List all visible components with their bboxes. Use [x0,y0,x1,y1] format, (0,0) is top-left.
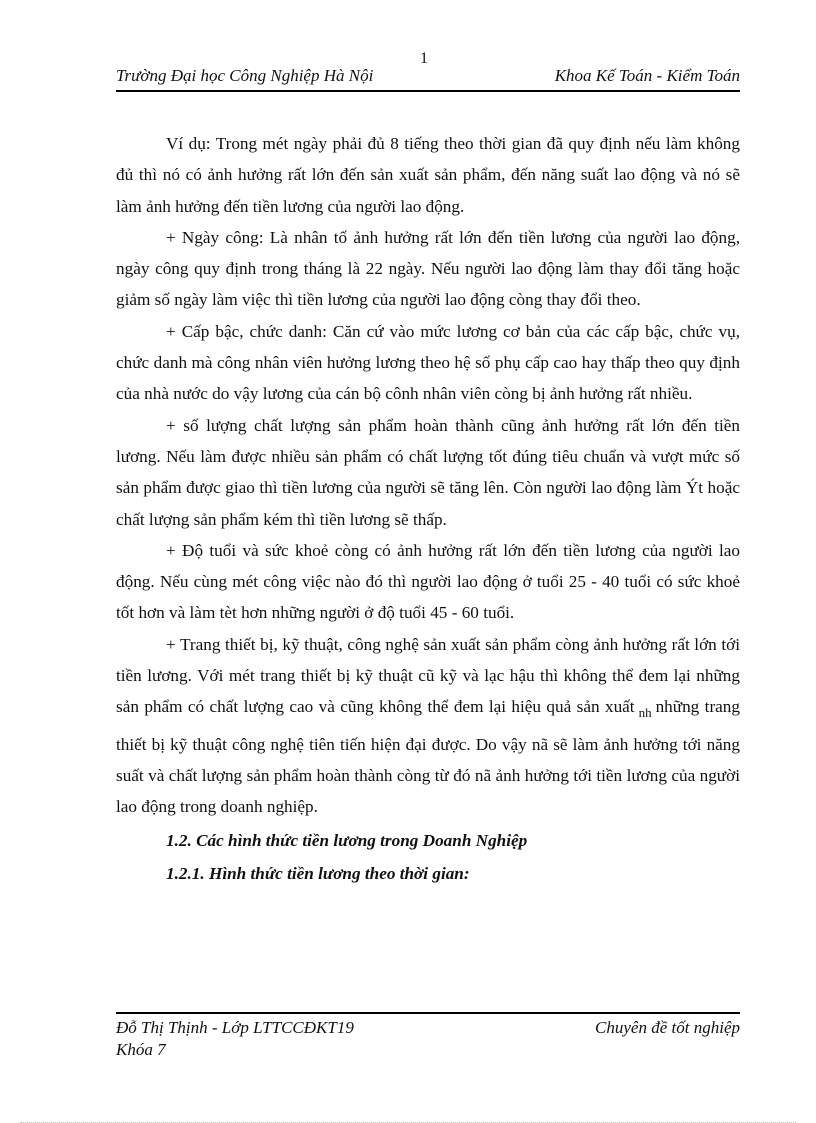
paragraph: Ví dụ: Trong mét ngày phải đủ 8 tiếng theo thời gian đã quy định nếu làm không đủ thì nó có ảnh hưởng rất lớn đến sản xuất sản phẩm, đến năng suất lao động và nó sẽ làm ảnh hưởng đến tiền lương của người lao động. [116,134,740,216]
header-faculty: Khoa Kế Toán - Kiểm Toán [554,66,740,85]
section-heading: 1.2. Các hình thức tiền lương trong Doanh Nghiệp [166,830,528,850]
subscript-fragment: nh [638,705,652,721]
paragraph-part: + Trang thiết bị, kỹ thuật, công nghệ sản xuất sản phẩm còng ảnh hưởng rất lớn tới tiền lương. Với mét trang thiết bị kỹ thuật cũ kỹ và lạc hậu thì không thể đem lại những sản phẩm có chất lượng cao và cũng không thể đem lại hiệu quả sản xuất [116,634,740,717]
paragraph: + số lượng chất lượng sản phẩm hoàn thành cũng ảnh hưởng rất lớn đến tiền lương. Nếu làm được nhiều sản phẩm có chất lượng tốt đúng tiêu chuẩn và vượt mức số sản phẩm được giao thì tiền lương của người sẽ tăng lên. Còn người lao động làm Ýt hoặc chất lượng sản phẩm kém thì tiền lương sẽ thấp. [116,415,740,529]
paragraph-part: những trang thiết bị kỹ thuật công nghệ tiên tiến hiện đại được. Do vậy nã sẽ làm ảnh hưởng tới năng suất và chất lượng sản phẩm hoàn thành còng từ đó nã ảnh hưởng tới tiền lương của người lao động trong doanh nghiệp. [116,697,740,817]
header-school: Trường Đại học Công Nghiệp Hà Nội [116,66,374,85]
page-number: 1 [420,50,428,67]
paragraph [116,629,740,823]
footer-course: Khóa 7 [116,1040,166,1059]
document-body [116,128,740,889]
page-header [116,64,740,92]
subsection-heading: 1.2.1. Hình thức tiền lương theo thời gian: [166,863,470,883]
footer-author: Đỗ Thị Thịnh - Lớp LTTCCĐKT19 [116,1018,354,1037]
page-footer [116,1012,740,1060]
paragraph: + Độ tuổi và sức khoẻ còng có ảnh hưởng rất lớn đến tiền lương của người lao động. Nếu cùng mét công việc nào đó thì người lao động ở tuổi 25 - 40 tuổi có sức khoẻ tốt hơn và làm tèt hơn những người ở độ tuổi 45 - 60 tuổi. [116,540,740,623]
footer-title: Chuyên đề tốt nghiệp [595,1018,740,1037]
paragraph: + Cấp bậc, chức danh: Căn cứ vào mức lương cơ bản của các cấp bậc, chức vụ, chức danh mà công nhân viên hưởng lương theo hệ số phụ cấp cao hay thấp theo quy định của nhà nước do vậy lương của cán bộ cônh nhân viên còng bị ảnh hưởng rất nhiều. [116,321,740,404]
paragraph: + Ngày công: Là nhân tố ảnh hưởng rất lớn đến tiền lương của người lao động, ngày công quy định trong tháng là 22 ngày. Nếu người lao động làm thay đổi tăng hoặc giảm số ngày làm việc thì tiền lương của người lao động còng thay đổi theo. [116,227,740,310]
